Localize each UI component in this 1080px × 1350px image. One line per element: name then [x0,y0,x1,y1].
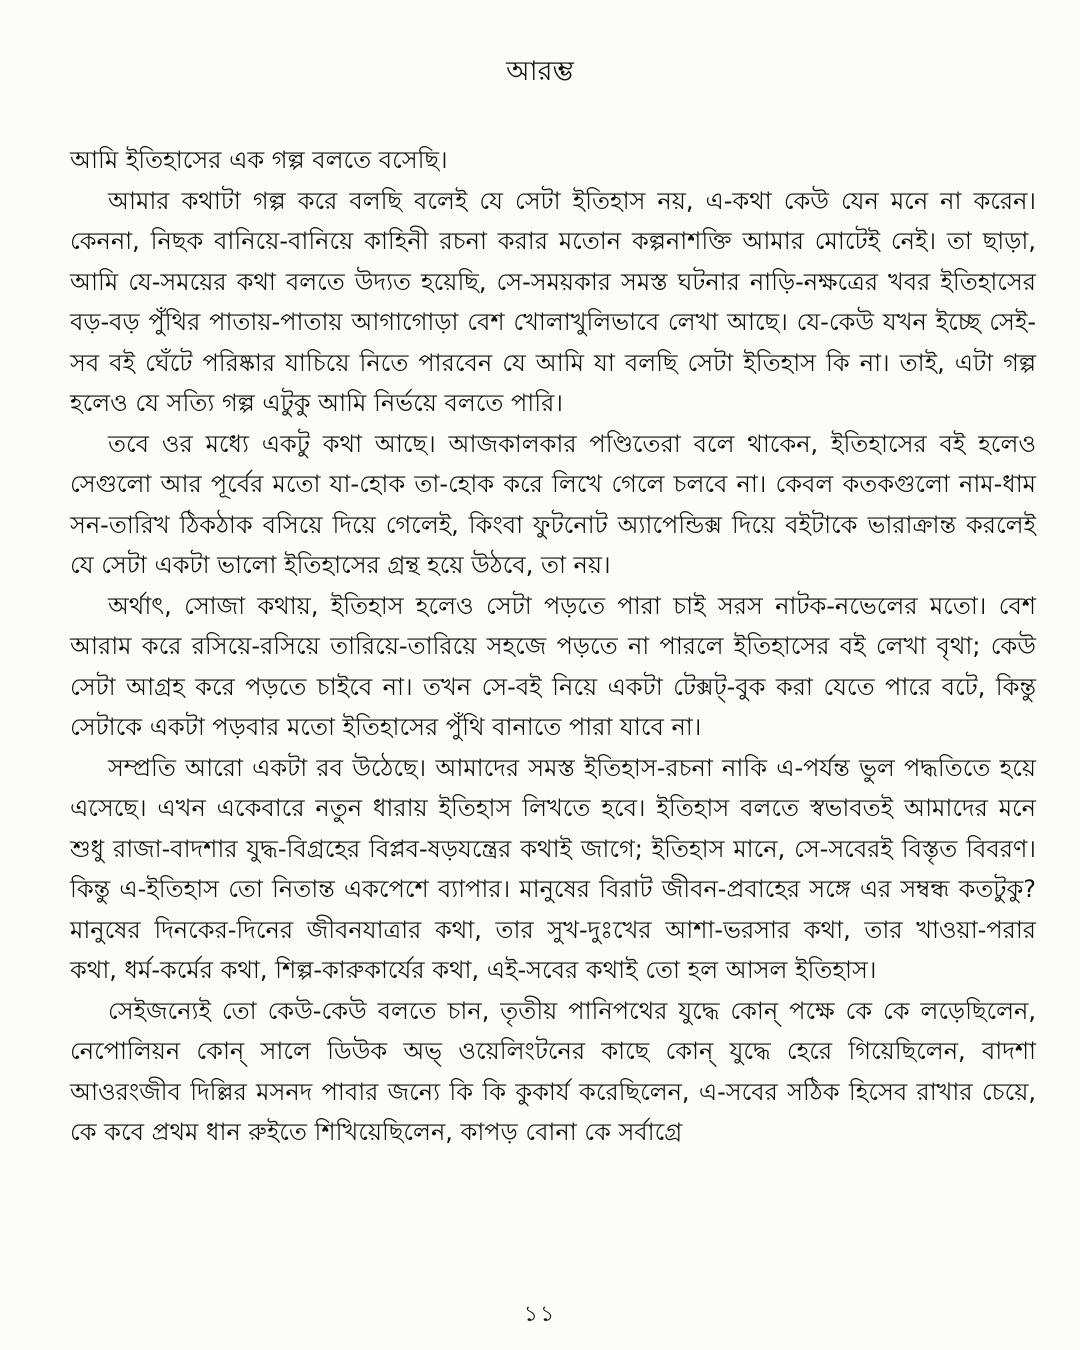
paragraph: আমার কথাটা গল্প করে বলছি বলেই যে সেটা ইতিহাস নয়, এ-কথা কেউ যেন মনে না করেন। কেননা, নিছক বানিয়ে-বানিয়ে কাহিনী রচনা করার মতোন কল্পনাশক্তি আমার মোটেই নেই। তা ছাড়া, আমি যে-সময়ের কথা বলতে উদ্যত হয়েছি, সে-সময়কার সমস্ত ঘটনার নাড়ি-নক্ষত্রের খবর ইতিহাসের বড়-বড় পুঁথির পাতায়-পাতায় আগাগোড়া বেশ খোলাখুলিভাবে লেখা আছে। যে-কেউ যখন ইচ্ছে সেই-সব বই ঘেঁটে পরিষ্কার যাচিয়ে নিতে পারবেন যে আমি যা বলছি সেটা ইতিহাস কি না। তাই, এটা গল্প হলেও যে সত্যি গল্প এটুকু আমি নির্ভয়ে বলতে পারি। [70,186,1036,417]
chapter-title: আরম্ভ [506,56,574,87]
paragraph: তবে ওর মধ্যে একটু কথা আছে। আজকালকার পণ্ডিতেরা বলে থাকেন, ইতিহাসের বই হলেও সেগুলো আর পূর্বের মতো যা-হোক তা-হোক করে লিখে গেলে চলবে না। কেবল কতকগুলো নাম-ধাম সন-তারিখ ঠিকঠাক বসিয়ে দিয়ে গেলেই, কিংবা ফুটনোট অ্যাপেন্ডিক্স দিয়ে বইটাকে ভারাক্রান্ত করলেই যে সেটা একটা ভালো ইতিহাসের গ্রন্থ হয়ে উঠবে, তা নয়। [70,429,1036,579]
paragraph: সেইজন্যেই তো কেউ-কেউ বলতে চান, তৃতীয় পানিপথের যুদ্ধে কোন্ পক্ষে কে কে লড়েছিলেন, নেপোলিয়ন কোন্ সালে ডিউক অভ্ ওয়েলিংটনের কাছে কোন্ যুদ্ধে হেরে গিয়েছিলেন, বাদশা আওরংজীব দিল্লির মসনদ পাবার জন্যে কি কি কুকার্য করেছিলেন, এ-সবের সঠিক হিসেব রাখার চেয়ে, কে কবে প্রথম ধান রুইতে শিখিয়েছিলেন, কাপড় বোনা কে সর্বাগ্রে [70,996,1036,1146]
page-number: ১১ [523,1302,557,1327]
body-text [70,140,1036,1153]
paragraph: আমি ইতিহাসের এক গল্প বলতে বসেছি। [70,146,448,174]
paragraph: সম্প্রতি আরো একটা রব উঠেছে। আমাদের সমস্ত ইতিহাস-রচনা নাকি এ-পর্যন্ত ভুল পদ্ধতিতে হয়ে এসেছে। এখন একেবারে নতুন ধারায় ইতিহাস লিখতে হবে। ইতিহাস বলতে স্বভাবতই আমাদের মনে শুধু রাজা-বাদশার যুদ্ধ-বিগ্রহের বিপ্লব-ষড়যন্ত্রের কথাই জাগে; ইতিহাস মানে, সে-সবেরই বিস্তৃত বিবরণ। কিন্তু এ-ইতিহাস তো নিতান্ত একপেশে ব্যাপার। মানুষের বিরাট জীবন-প্রবাহের সঙ্গে এর সম্বন্ধ কতটুকু? মানুষের দিনকের-দিনের জীবনযাত্রার কথা, তার সুখ-দুঃখের আশা-ভরসার কথা, তার খাওয়া-পরার কথা, ধর্ম-কর্মের কথা, শিল্প-কারুকার্যের কথা, এই-সবের কথাই তো হল আসল ইতিহাস। [70,753,1036,984]
paragraph: অর্থাৎ, সোজা কথায়, ইতিহাস হলেও সেটা পড়তে পারা চাই সরস নাটক-নভেলের মতো। বেশ আরাম করে রসিয়ে-রসিয়ে তারিয়ে-তারিয়ে সহজে পড়তে না পারলে ইতিহাসের বই লেখা বৃথা; কেউ সেটা আগ্রহ করে পড়তে চাইবে না। তখন সে-বই নিয়ে একটা টেক্সট্-বুক করা যেতে পারে বটে, কিন্তু সেটাকে একটা পড়বার মতো ইতিহাসের পুঁথি বানাতে পারা যাবে না। [70,591,1036,741]
